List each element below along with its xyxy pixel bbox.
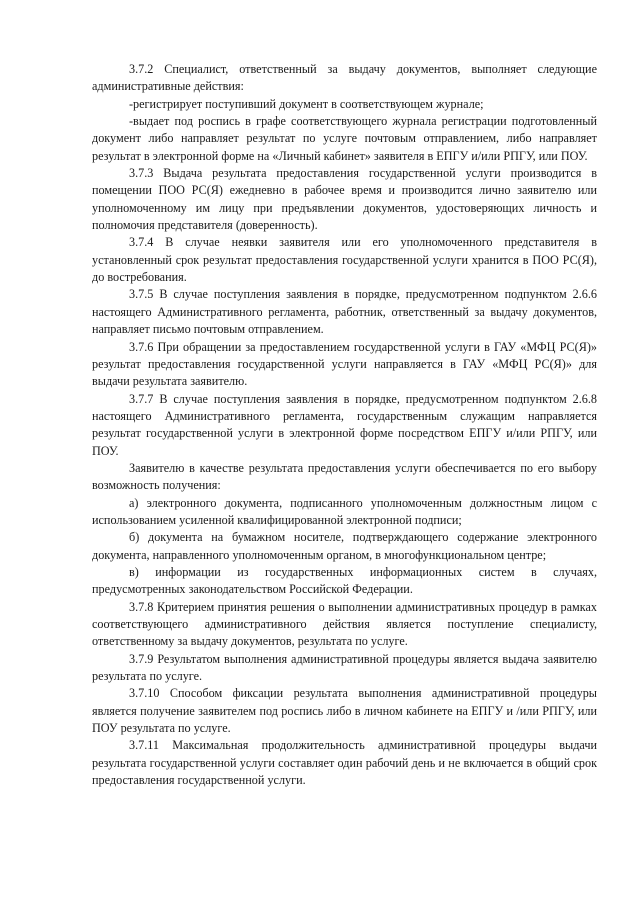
paragraph-3-7-11: 3.7.11 Максимальная продолжительность административной процедуры выдачи результата государственной услуги составляет один рабочий день и не включается в общий срок предоставления государственной услуги. — [92, 738, 597, 788]
paragraph-3-7-2: 3.7.2 Специалист, ответственный за выдачу документов, выполняет следующие административные действия: — [92, 62, 597, 94]
paragraph-3-7-6: 3.7.6 При обращении за предоставлением государственной услуги в ГАУ «МФЦ РС(Я)» результат предоставления государственной услуги направляется в ГАУ «МФЦ РС(Я)» для выдачи результата заявителю. — [92, 339, 597, 389]
paragraph-3-7-3: 3.7.3 Выдача результата предоставления государственной услуги производится в помещении ПОО РС(Я) ежедневно в рабочее время и производится лично заявителю или уполномоченному им лицу при предъявлении документов, удостоверяющих личность и полномочия представителя (доверенность). — [92, 166, 597, 233]
paragraph-applicant-choice: Заявителю в качестве результата предоставления услуги обеспечивается по его выбору возможность получения: — [92, 460, 597, 493]
list-item-c: в) информации из государственных информационных систем в случаях, предусмотренных законодательством Российской Федерации. — [92, 564, 597, 597]
document-body — [92, 61, 597, 789]
list-item-b: б) документа на бумажном носителе, подтверждающего содержание электронного документа, направленного уполномоченным органом, в многофункциональном центре; — [92, 530, 597, 562]
paragraph-3-7-7: 3.7.7 В случае поступления заявления в порядке, предусмотренном подпунктом 2.6.8 настоящего Административного регламента, государственным служащим направляется результат государственной услуги в электронной форме посредством ЕПГУ и/или РПГУ, или ПОУ. — [92, 391, 597, 458]
paragraph-3-7-9: 3.7.9 Результатом выполнения административной процедуры является выдача заявителю результата по услуге. — [92, 651, 597, 684]
paragraph-3-7-4: 3.7.4 В случае неявки заявителя или его уполномоченного представителя в установленный срок результат предоставления государственной услуги хранится в ПОО РС(Я), до востребования. — [92, 235, 597, 285]
list-item-a: а) электронного документа, подписанного уполномоченным должностным лицом с использованием усиленной квалифицированной электронной подписи; — [92, 495, 597, 527]
list-item-issue: -выдает под роспись в графе соответствующего журнала регистрации подготовленный документ либо направляет результат по услуге почтовым отправлением, либо направляет результат в электронной форме на «Личный кабинет» заявителя в ЕПГУ и/или РПГУ, или ПОУ. — [92, 114, 597, 163]
list-item-register: -регистрирует поступивший документ в соответствующем журнале; — [129, 96, 484, 111]
paragraph-3-7-8: 3.7.8 Критерием принятия решения о выполнении административных процедур в рамках соответствующего административного действия является поступление специалисту, ответственному за выдачу документов, результата по услуге. — [92, 599, 597, 649]
paragraph-3-7-10: 3.7.10 Способом фиксации результата выполнения административной процедуры является получение заявителем под роспись либо в личном кабинете на ЕПГУ и /или РПГУ, или ПОУ результата по услуге. — [92, 686, 597, 736]
paragraph-3-7-5: 3.7.5 В случае поступления заявления в порядке, предусмотренном подпунктом 2.6.6 настоящего Административного регламента, работник, ответственный за выдачу документов, направляет письмо почтовым отправлением. — [92, 287, 597, 337]
